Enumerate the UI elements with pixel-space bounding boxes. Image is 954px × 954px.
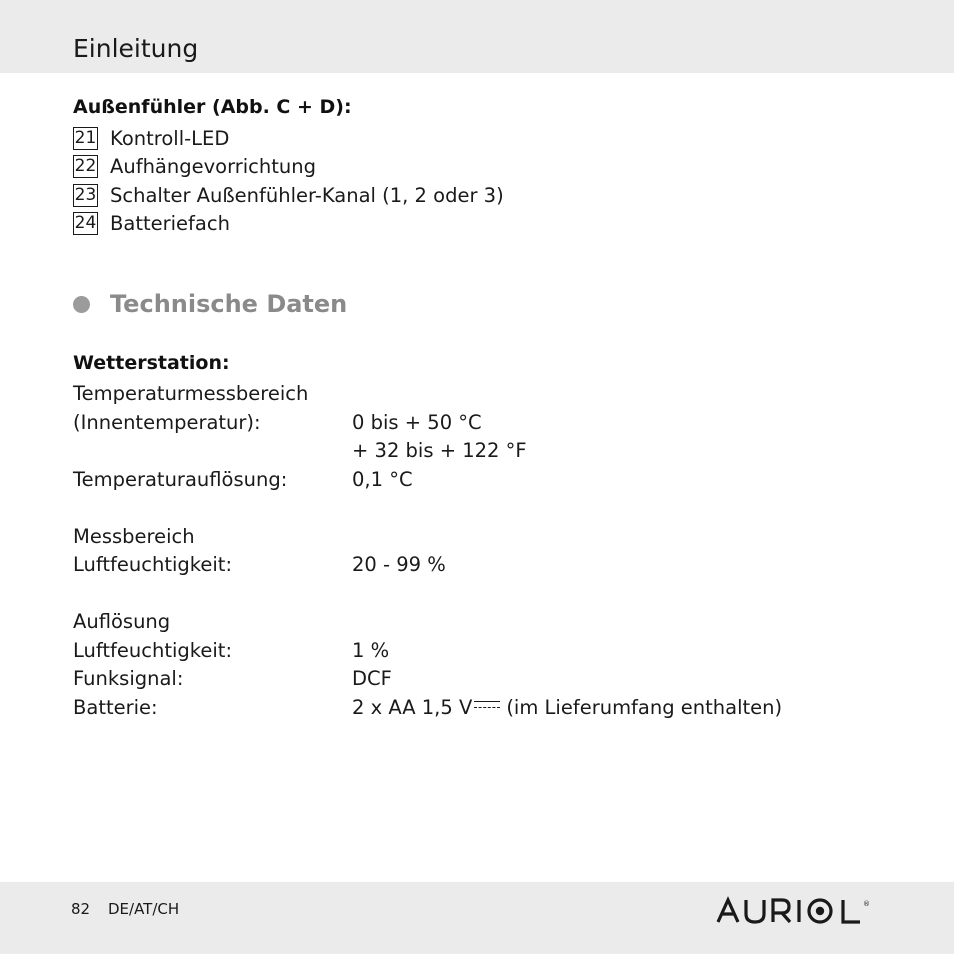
list-item (73, 210, 504, 239)
spec-value: 1 % (352, 638, 390, 662)
spec-label: Luftfeuchtigkeit: (73, 638, 233, 662)
outdoor-sensor-heading: Außenfühler (Abb. C + D): (73, 96, 352, 118)
weather-station-heading: Wetterstation: (73, 352, 230, 374)
spec-value: + 32 bis + 122 °F (352, 439, 527, 462)
part-label: Batteriefach (110, 212, 230, 236)
spec-row (73, 466, 873, 495)
part-number-box: 22 (74, 156, 97, 177)
spec-label: Luftfeuchtigkeit: (73, 553, 233, 576)
tech-data-heading-row (73, 290, 347, 318)
spec-row (73, 409, 873, 438)
part-label: Kontroll-LED (110, 126, 230, 150)
part-label: Schalter Außenfühler-Kanal (1, 2 oder 3) (110, 183, 504, 207)
part-number-box: 24 (74, 213, 97, 234)
spec-value: DCF (352, 667, 392, 690)
spec-value: 0 bis + 50 °C (352, 410, 482, 434)
spec-label: Auflösung (73, 610, 171, 633)
page-number: 82 (71, 900, 91, 918)
section-title: Einleitung (73, 34, 199, 63)
spec-label: Temperaturauflösung: (73, 467, 288, 491)
spec-row (73, 608, 873, 637)
spec-row-battery (73, 694, 873, 723)
spec-row (73, 494, 873, 523)
tech-data-heading: Technische Daten (110, 290, 348, 318)
spec-row (73, 437, 873, 466)
list-item (73, 124, 504, 153)
spec-value (352, 694, 782, 723)
spec-label: (Innentemperatur): (73, 410, 261, 434)
battery-value-prefix: 2 x AA 1,5 V (352, 695, 473, 719)
spec-label: Messbereich (73, 524, 195, 548)
bullet-dot-icon (73, 296, 90, 313)
country-code: DE/AT/CH (108, 900, 180, 918)
spec-row (73, 380, 873, 409)
registered-mark: ® (863, 900, 870, 908)
spec-value: 20 - 99 % (352, 553, 446, 576)
spec-row (73, 580, 873, 609)
direct-current-icon (474, 701, 500, 711)
auriol-logo (716, 894, 884, 928)
part-number-box: 23 (74, 184, 97, 205)
part-label: Aufhängevorrichtung (110, 155, 317, 179)
spec-label: Batterie: (73, 695, 158, 719)
spec-label: Funksignal: (73, 667, 184, 690)
list-item (73, 181, 504, 210)
spec-row (73, 551, 873, 580)
outdoor-sensor-parts-list (73, 124, 504, 238)
list-item (73, 153, 504, 182)
battery-value-suffix: (im Lieferumfang enthalten) (506, 695, 783, 719)
spec-label: Temperaturmessbereich (73, 382, 309, 405)
spec-value: 0,1 °C (352, 467, 413, 491)
spec-row (73, 523, 873, 552)
part-number-box: 21 (74, 127, 97, 148)
spec-row (73, 637, 873, 666)
spec-table (73, 380, 873, 722)
spec-row (73, 665, 873, 694)
